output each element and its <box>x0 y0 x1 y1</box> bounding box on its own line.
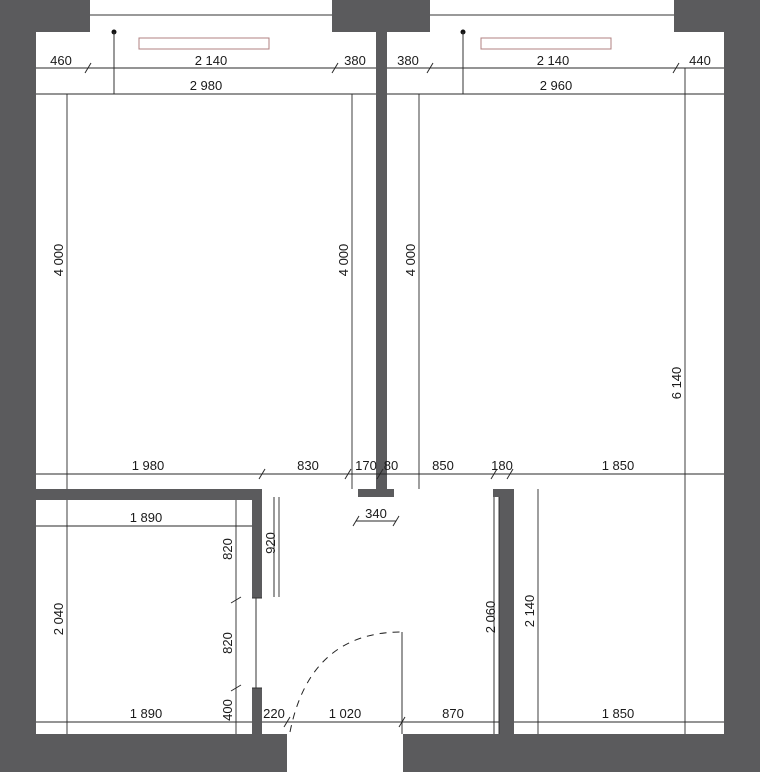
dim-label: 380 <box>397 53 419 68</box>
dim-label: 4 000 <box>336 243 351 277</box>
dim-label: 80 <box>383 458 399 473</box>
dim-label: 850 <box>432 458 454 473</box>
dim-label: 4 000 <box>51 243 66 277</box>
dim-label: 2 040 <box>51 602 66 636</box>
dim-label: 340 <box>365 506 387 521</box>
dim-label: 4 000 <box>403 243 418 277</box>
window-recess-right <box>430 0 674 32</box>
dim-label: 400 <box>220 699 235 721</box>
radiator-right <box>481 38 611 49</box>
dim-label: 2 140 <box>194 53 228 68</box>
dim-label: 830 <box>297 458 319 473</box>
dim-label: 820 <box>220 632 235 654</box>
dim-label: 2 140 <box>522 594 537 628</box>
window-recess-left <box>90 0 332 32</box>
entrance-opening <box>287 734 403 772</box>
dim-label: 180 <box>491 458 513 473</box>
dim-label: 170 <box>355 458 377 473</box>
hall-opening-right <box>394 488 493 500</box>
dim-label: 2 980 <box>189 78 223 93</box>
dim-label: 440 <box>689 53 711 68</box>
dim-label: 1 850 <box>601 706 635 721</box>
dim-label: 460 <box>50 53 72 68</box>
dim-label: 2 060 <box>483 600 498 634</box>
hall-opening-left <box>262 488 358 500</box>
room-right-bedroom <box>387 32 724 489</box>
dim-label: 1 890 <box>129 706 163 721</box>
dim-label: 2 140 <box>536 53 570 68</box>
dim-label: 1 020 <box>328 706 362 721</box>
room-right-lower <box>514 470 724 734</box>
dim-label: 920 <box>263 532 278 554</box>
dim-label: 2 960 <box>539 78 573 93</box>
dim-label: 1 850 <box>601 458 635 473</box>
room-bathroom <box>36 500 252 734</box>
dim-label: 1 980 <box>131 458 165 473</box>
dim-label: 1 890 <box>129 510 163 525</box>
dim-label: 380 <box>344 53 366 68</box>
room-hallway <box>262 497 499 734</box>
dim-label: 6 140 <box>669 366 684 400</box>
dim-label: 820 <box>220 538 235 560</box>
radiator-left <box>139 38 269 49</box>
room-left-bedroom <box>36 32 376 489</box>
dim-label: 220 <box>263 706 285 721</box>
dim-label: 870 <box>442 706 464 721</box>
